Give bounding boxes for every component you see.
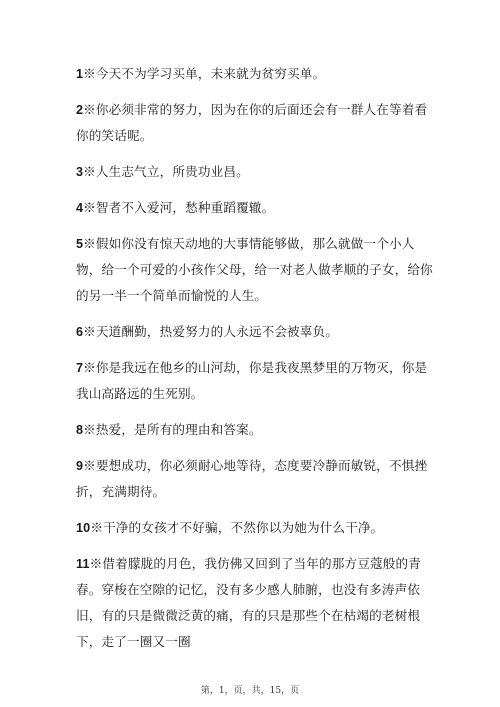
quote-text: 要想成功，你必须耐心地等待，态度要冷静而敏锐，不惧挫折，充满期待。: [76, 458, 428, 499]
quote-mark: ※: [83, 458, 96, 473]
quote-item-2: [76, 97, 436, 149]
quote-item-1: [76, 61, 436, 87]
page-footer: 第，1，页，共，15，页: [200, 686, 300, 696]
quote-item-8: [76, 417, 436, 443]
quote-item-6: [76, 319, 436, 345]
quote-text: 借着朦胧的月色，我仿佛又回到了当年的那方豆蔻般的青春。穿梭在空隙的记忆，没有多少感人肺腑，也没有多涛声依旧，有的只是微微泛黄的痛，有的只是那些个在枯竭的老树根下，走了一圈又一圈: [76, 556, 421, 649]
quote-text: 智者不入爱河，愁种重蹈覆辙。: [95, 200, 275, 215]
quote-number: 3: [76, 165, 84, 179]
quote-number: 7: [76, 361, 84, 375]
quote-item-7: [76, 355, 436, 407]
quote-mark: ※: [83, 102, 96, 117]
quote-number: 6: [76, 325, 84, 339]
quote-text: 干净的女孩才不好骗，不然你以为她为什么干净。: [103, 520, 384, 535]
quote-number: 8: [76, 423, 84, 437]
quote-mark: ※: [83, 324, 96, 339]
quote-item-3: [76, 159, 436, 185]
quote-number: 9: [76, 459, 84, 473]
quote-text: 今天不为学习买单，未来就为贫穷买单。: [95, 66, 326, 81]
quote-number: 10: [76, 521, 91, 535]
quote-list: [76, 61, 436, 665]
quote-text: 天道酬勤，热爱努力的人永远不会被辜负。: [95, 324, 339, 339]
quote-mark: ※: [89, 556, 103, 571]
quote-text: 假如你没有惊天动地的大事情能够做，那么就做一个小人物，给一个可爱的小孩作父母，给一对老人做孝顺的子女，给你的另一半一个简单而愉悦的人生。: [76, 236, 433, 303]
quote-mark: ※: [83, 360, 96, 375]
quote-mark: ※: [83, 422, 96, 437]
quote-mark: ※: [83, 164, 96, 179]
quote-item-4: [76, 195, 436, 221]
quote-mark: ※: [83, 200, 96, 215]
quote-number: 4: [76, 201, 84, 215]
quote-number: 1: [76, 67, 84, 81]
quote-number: 2: [76, 103, 84, 117]
quote-text: 你是我远在他乡的山河劫，你是我夜黑梦里的万物灭，你是我山高路远的生死别。: [76, 360, 428, 401]
quote-item-9: [76, 453, 436, 505]
quote-number: 5: [76, 237, 84, 251]
quote-mark: ※: [90, 520, 104, 535]
quote-item-10: [76, 515, 436, 541]
quote-number: 11: [76, 557, 90, 571]
quote-text: 你必须非常的努力，因为在你的后面还会有一群人在等着看你的笑话呢。: [76, 102, 428, 143]
quote-mark: ※: [83, 236, 96, 251]
quote-text: 人生志气立，所贵功业昌。: [95, 164, 249, 179]
quote-mark: ※: [83, 66, 96, 81]
quote-item-11: [76, 551, 436, 655]
quote-item-5: [76, 231, 436, 309]
quote-text: 热爱，是所有的理由和答案。: [95, 422, 262, 437]
